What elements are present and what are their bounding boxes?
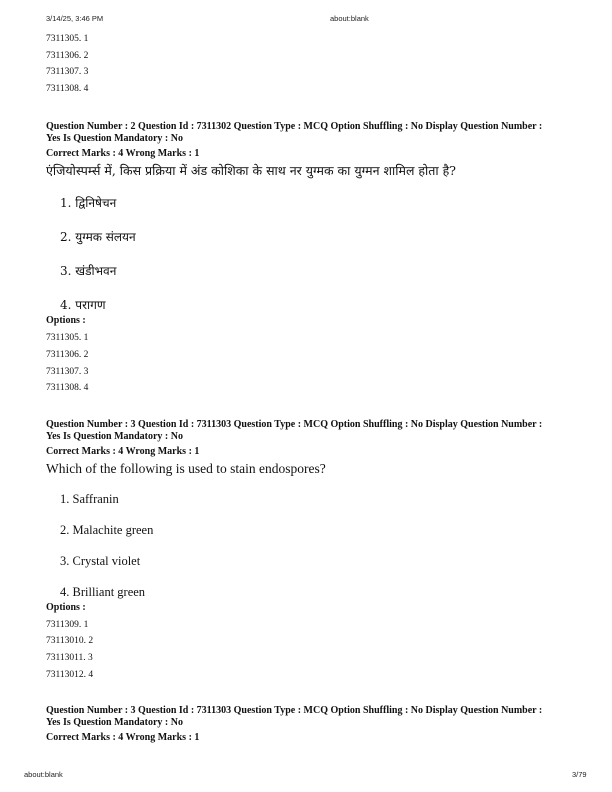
choice-item: 4. परागण <box>60 298 106 313</box>
option-id: 7311305. 1 <box>46 333 89 344</box>
options-label: Options : <box>46 601 86 613</box>
choice-item: 3. खंडीभवन <box>60 264 117 279</box>
option-id: 7311305. 1 <box>46 34 89 44</box>
option-id: 7311308. 4 <box>46 83 89 94</box>
page-content <box>46 28 546 744</box>
option-id: 73113012. 4 <box>46 669 94 680</box>
options-label: Options : <box>46 315 86 327</box>
option-id: 73113010. 2 <box>46 636 94 647</box>
option-id: 7311307. 3 <box>46 366 89 377</box>
option-id: 7311307. 3 <box>46 67 89 78</box>
choice-item: 2. Malachite green <box>60 522 154 537</box>
header-url: about:blank <box>330 14 369 23</box>
top-options-list <box>46 31 546 97</box>
question-marks: Correct Marks : 4 Wrong Marks : 1 <box>46 732 200 744</box>
question-meta: Question Number : 3 Question Id : 7311303 Question Type : MCQ Option Shuffling : No Display Question Number : Yes Is Question Mandatory : No <box>46 705 543 729</box>
page-number: 3/79 <box>572 770 587 779</box>
choice-item: 1. Saffranin <box>60 491 119 506</box>
question-meta: Question Number : 3 Question Id : 7311303 Question Type : MCQ Option Shuffling : No Display Question Number : Yes Is Question Mandatory : No <box>46 418 543 442</box>
question-block-3-repeat <box>46 705 546 744</box>
choice-item: 4. Brilliant green <box>60 584 146 599</box>
question-block-3 <box>46 419 546 683</box>
option-id: 7311306. 2 <box>46 50 89 61</box>
question-meta: Question Number : 2 Question Id : 7311302 Question Type : MCQ Option Shuffling : No Display Question Number : Yes Is Question Mandatory : No <box>46 121 543 145</box>
choice-item: 3. Crystal violet <box>60 553 141 568</box>
option-id: 7311309. 1 <box>46 619 89 630</box>
option-id: 73113011. 3 <box>46 652 93 663</box>
question-marks: Correct Marks : 4 Wrong Marks : 1 <box>46 445 200 457</box>
question-text: Which of the following is used to stain endospores? <box>46 460 326 476</box>
choice-item: 1. द्विनिषेचन <box>60 196 117 211</box>
option-id: 7311306. 2 <box>46 349 89 360</box>
question-marks: Correct Marks : 4 Wrong Marks : 1 <box>46 148 200 160</box>
option-id: 7311308. 4 <box>46 383 89 394</box>
choice-item: 2. युग्मक संलयन <box>60 230 136 245</box>
footer-url: about:blank <box>24 770 63 779</box>
choice-list <box>46 490 546 601</box>
question-block-2 <box>46 121 546 396</box>
header-datetime: 3/14/25, 3:46 PM <box>46 14 104 23</box>
choice-list <box>46 194 546 314</box>
question-text: एंजियोस्पर्म्स में, किस प्रक्रिया में अंड कोशिका के साथ नर युग्मक का युग्मन शामिल होता है? <box>46 163 456 179</box>
